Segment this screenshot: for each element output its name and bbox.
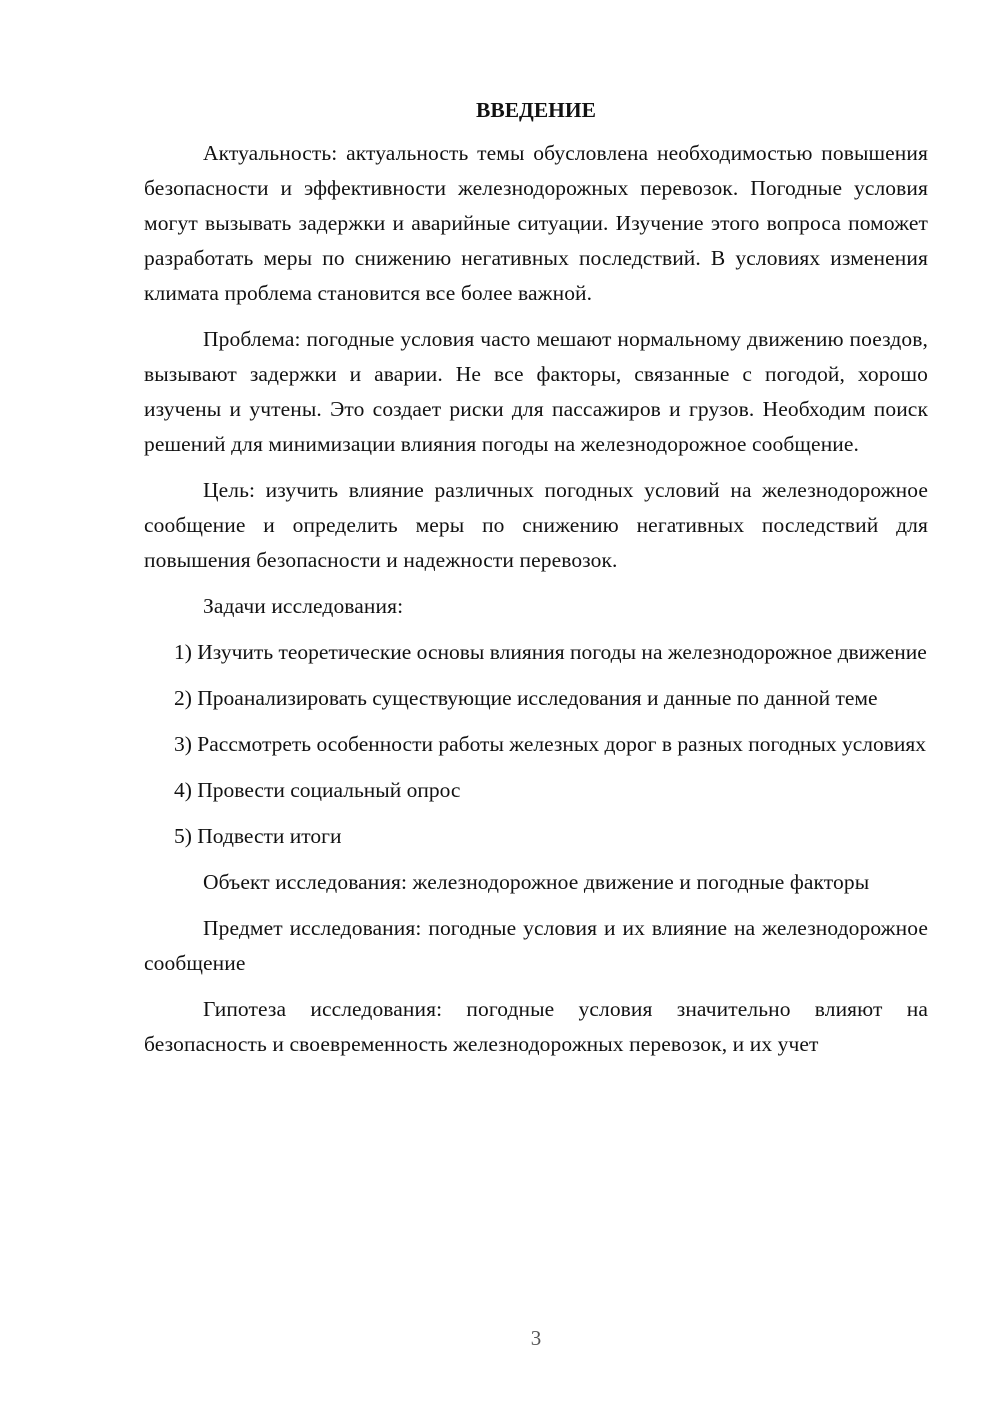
task-item-3: 3) Рассмотреть особенности работы железных дорог в разных погодных условиях xyxy=(174,732,927,756)
tasks-list xyxy=(144,635,928,854)
paragraph-subject: Предмет исследования: погодные условия и их влияние на железнодорожное сообщение xyxy=(144,916,928,975)
task-item-2: 2) Проанализировать существующие исследования и данные по данной теме xyxy=(174,686,878,710)
paragraph-tasks-heading: Задачи исследования: xyxy=(203,594,404,618)
document-page xyxy=(144,90,928,1062)
page-number: 3 xyxy=(530,1326,542,1350)
section-title: ВВЕДЕНИЕ xyxy=(476,98,596,122)
paragraph-problem: Проблема: погодные условия часто мешают нормальному движению поездов, вызывают задержки и аварии. Не все факторы, связанные с погодой, хорошо изучены и учтены. Это создает риски для пассажиров и грузов. Необходим поиск решений для минимизации влияния погоды на железнодорожное сообщение. xyxy=(144,327,928,456)
paragraph-goal: Цель: изучить влияние различных погодных условий на железнодорожное сообщение и определить меры по снижению негативных последствий для повышения безопасности и надежности перевозок. xyxy=(144,478,928,572)
task-item-4: 4) Провести социальный опрос xyxy=(174,778,461,802)
paragraph-object: Объект исследования: железнодорожное движение и погодные факторы xyxy=(203,870,870,894)
task-item-1: 1) Изучить теоретические основы влияния погоды на железнодорожное движение xyxy=(174,640,927,664)
paragraph-hypothesis: Гипотеза исследования: погодные условия значительно влияют на безопасность и своевременность железнодорожных перевозок, и их учет xyxy=(144,997,928,1056)
task-item-5: 5) Подвести итоги xyxy=(174,824,342,848)
paragraph-relevance: Актуальность: актуальность темы обусловлена необходимостью повышения безопасности и эффективности железнодорожных перевозок. Погодные условия могут вызывать задержки и аварийные ситуации. Изучение этого вопроса поможет разработать меры по снижению негативных последствий. В условиях изменения климата проблема становится все более важной. xyxy=(144,141,928,305)
